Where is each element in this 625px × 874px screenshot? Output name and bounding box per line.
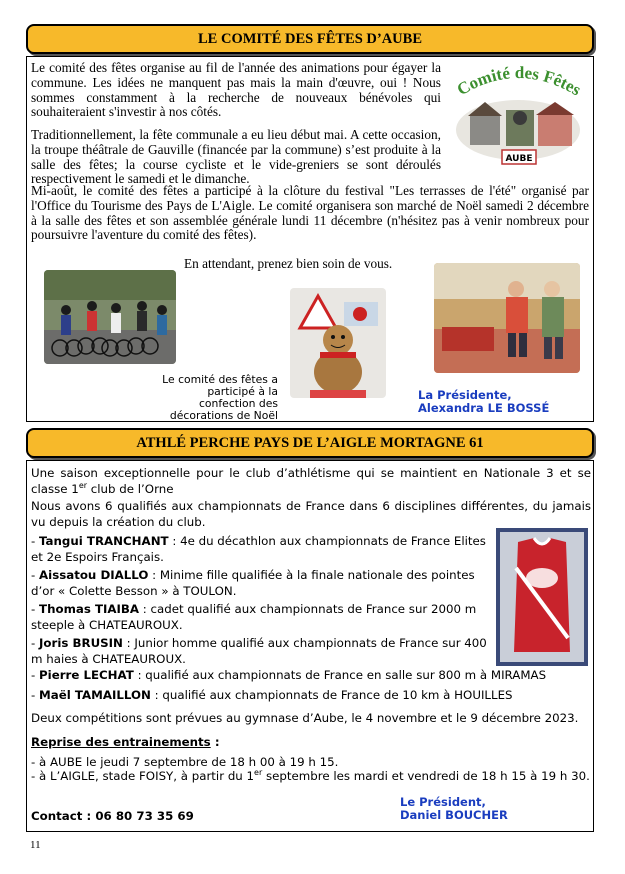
athlete-item: - Thomas TIAIBA : cadet qualifié aux championnats de France sur 2000 m steeple à CHATEAUROUX. (31, 602, 477, 632)
reprise-aube: - à AUBE le jeudi 7 septembre de 18 h 00 à 19 h 15. (31, 755, 339, 769)
theatre-photo (434, 263, 580, 373)
comite-paragraph-1: Le comité des fêtes organise au fil de l'année des animations pour égayer la commune. Les idées ne manquent pas mais la main d'œuvre, oui ! Nous sommes constamment à la recherche de nouveaux bénévoles qui souhaiteraient s'investir à nos côtés. (31, 60, 441, 120)
athle-signature-role: Le Président, (400, 795, 486, 809)
comite-signature-name: Alexandra LE BOSSÉ (418, 401, 550, 415)
comite-logo (448, 60, 588, 172)
comite-paragraph-2: Traditionnellement, la fête communale a eu lieu début mai. A cette occasion, la troupe théâtrale de Gauville (financée par la commune) s’est produite à la salle des fêtes; la course cycliste et le vide-greniers se sont déroulés respectivement le samedi et le dimanche. (31, 127, 441, 187)
club-jersey-photo (496, 528, 588, 666)
christmas-decoration-photo (290, 288, 386, 398)
athlete-item: - Joris BRUSIN : Junior homme qualifié aux championnats de France sur 400 m haies à CHATEAUROUX. (31, 636, 487, 666)
athlete-item: - Aissatou DIALLO : Minime fille qualifiée à la finale nationale des pointes d’or « Colette Besson » à TOULON. (31, 568, 475, 598)
athlete-item: - Tangui TRANCHANT : 4e du décathlon aux championnats de France Elites et 2e Espoirs Français. (31, 534, 486, 564)
logo-town: AUBE (505, 154, 533, 164)
comite-signature-role: La Présidente, (418, 388, 512, 402)
athlete-item-tamaillon: - Maël TAMAILLON : qualifié aux championnats de France de 10 km à HOUILLES (31, 688, 513, 702)
comite-paragraph-3: Mi-août, le comité des fêtes a participé à la clôture du festival "Les terrasses de l'été" organisé par l'Office du Tourisme des Pays de L'Aigle. Le comité organisera son marché de Noël samedi 2 décembre à la salle des fêtes et son assemblée générale lundi 11 décembre (n'hésitez pas à venir nombreux pour poursuivre l'aventure du comité des fêtes). (31, 183, 589, 243)
athlete-item-lechat: - Pierre LECHAT : qualifié aux championnats de France en salle sur 800 m à MIRAMAS (31, 668, 547, 682)
athle-signature-name: Daniel BOUCHER (400, 808, 508, 822)
cyclists-photo (44, 270, 176, 364)
reprise-laigle: - à L’AIGLE, stade FOISY, à partir du 1er septembre les mardi et vendredi de 18 h 15 à 19 h 30. (31, 768, 590, 783)
reprise-title: Reprise des entrainements : (31, 735, 220, 749)
athle-intro-1: Une saison exceptionnelle pour le club d’athlétisme qui se maintient en Nationale 3 et se classe 1er club de l’Orne (31, 466, 591, 496)
christmas-caption: Le comité des fêtes a participé à la confection des décorations de Noël (162, 373, 278, 422)
athlete-list (31, 534, 491, 670)
comite-closing: En attendant, prenez bien soin de vous. (184, 256, 393, 271)
section-title-athle: ATHLÉ PERCHE PAYS DE L’AIGLE MORTAGNE 61 (26, 428, 594, 458)
competitions-text: Deux compétitions sont prévues au gymnase d’Aube, le 4 novembre et le 9 décembre 2023. (31, 711, 579, 725)
page-number: 11 (30, 839, 41, 851)
athle-intro-2: Nous avons 6 qualifiés aux championnats de France dans 6 disciplines différentes, du jamais vu depuis la création du club. (31, 499, 591, 529)
section-title-comite: LE COMITÉ DES FÊTES D’AUBE (26, 24, 594, 54)
logo-title: Comité des Fêtes (453, 62, 585, 100)
contact-phone: Contact : 06 80 73 35 69 (31, 809, 194, 823)
svg-text:Comité des Fêtes (454, 63, 585, 100)
